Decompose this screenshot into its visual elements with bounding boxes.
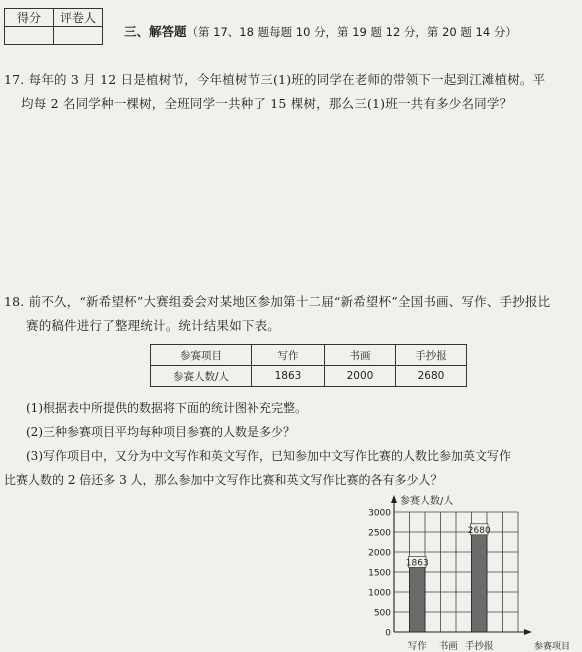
x-axis-arrow — [524, 629, 532, 635]
data-table — [150, 344, 467, 387]
y-axis-label: 参赛人数/人 — [400, 496, 454, 507]
bar-value-label: 1863 — [405, 558, 429, 569]
bar — [472, 525, 488, 632]
q18-line-1: 18. 前不久，“新希望杯”大赛组委会对某地区参加第十二届“新希望杯”全国书画、写作、手抄报比 — [4, 294, 551, 309]
data-table-header-row — [151, 345, 467, 366]
table-header-cell: 手抄报 — [396, 345, 467, 366]
q17-line-1: 17. 每年的 3 月 12 日是植树节，今年植树节三(1)班的同学在老师的带领下一起到江滩植树。平 — [4, 72, 546, 87]
x-tick-label: 写作 — [407, 641, 427, 652]
table-header-cell: 书画 — [325, 345, 396, 366]
bar-chart — [340, 490, 580, 652]
bar — [410, 557, 426, 632]
y-tick-label: 3000 — [368, 508, 391, 519]
q18-sub-3-line-1: (3)写作项目中，又分为中文写作和英文写作，已知参加中文写作比赛的人数比参加英文写作 — [26, 449, 512, 463]
q18-sub-2: (2)三种参赛项目平均每种项目参赛的人数是多少？ — [26, 425, 295, 439]
y-axis-arrow — [391, 495, 397, 503]
q18-sub-3-line-2: 比赛人数的 2 倍还多 3 人，那么参加中文写作比赛和英文写作比赛的各有多少人？ — [4, 473, 443, 487]
table-header-cell: 参赛项目 — [151, 345, 252, 366]
y-tick-label: 500 — [373, 608, 391, 619]
y-tick-label: 1000 — [368, 588, 391, 599]
data-table-value-row — [151, 366, 467, 387]
section-title: 三、解答题 — [124, 24, 187, 39]
q17-line-2: 均每 2 名同学种一棵树，全班同学一共种了 15 棵树，那么三(1)班一共有多少名同学？ — [21, 96, 513, 111]
q18-subquestions — [4, 396, 580, 492]
bar-value-label: 2680 — [467, 525, 491, 536]
x-axis-label: 参赛项目 — [534, 642, 571, 652]
y-tick-label: 0 — [385, 628, 391, 639]
y-tick-label: 1500 — [368, 568, 391, 579]
x-tick-label: 书画 — [438, 641, 458, 652]
y-tick-label: 2500 — [368, 528, 391, 539]
section-heading — [124, 22, 517, 40]
question-18 — [4, 290, 580, 338]
q18-sub-1: (1)根据表中所提供的数据将下面的统计图补充完整。 — [26, 401, 308, 415]
table-value-cell: 1863 — [252, 366, 325, 387]
score-box — [4, 8, 103, 45]
y-tick-label: 2000 — [368, 548, 391, 559]
grader-cell — [54, 27, 103, 45]
table-header-cell: 写作 — [252, 345, 325, 366]
score-label: 得分 — [5, 9, 54, 27]
table-value-cell: 2000 — [325, 366, 396, 387]
q18-line-2: 赛的稿件进行了整理统计。统计结果如下表。 — [26, 318, 281, 333]
grader-label: 评卷人 — [54, 9, 103, 27]
table-row-label: 参赛人数/人 — [151, 366, 252, 387]
x-tick-label: 手抄报 — [464, 641, 494, 652]
section-note: （第 17、18 题每题 10 分，第 19 题 12 分，第 20 题 14 分） — [186, 25, 517, 39]
table-value-cell: 2680 — [396, 366, 467, 387]
score-cell — [5, 27, 54, 45]
question-17 — [4, 68, 580, 116]
